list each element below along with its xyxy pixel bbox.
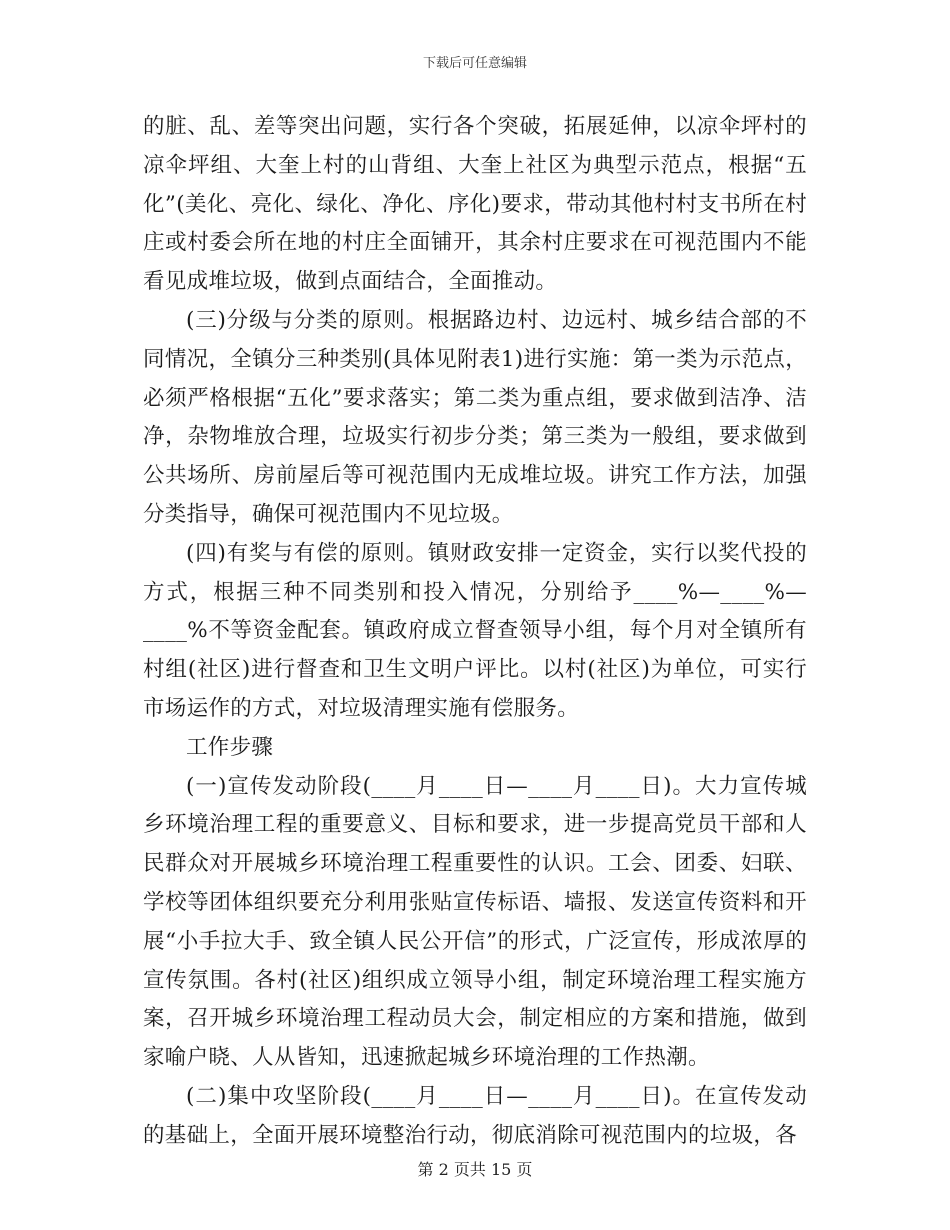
paragraph-principle-4: (四)有奖与有偿的原则。镇财政安排一定资金，实行以奖代投的方式，根据三种不同类别和投入情况，分别给予____%—____%—____%不等资金配套。镇政府成立督查领导小组，每个月对全镇所有村组(社区)进行督查和卫生文明户评比。以村(社区)为单位，可实行市场运作的方式，对垃圾清理实施有偿服务。 [143, 540, 807, 721]
paragraph-principle-3: (三)分级与分类的原则。根据路边村、边远村、城乡结合部的不同情况，全镇分三种类别(具体见附表1)进行实施：第一类为示范点，必须严格根据“五化”要求落实；第二类为重点组，要求做到洁净、洁净，杂物堆放合理，垃圾实行初步分类；第三类为一般组，要求做到公共场所、房前屋后等可视范围内无成堆垃圾。讲究工作方法，加强分类指导，确保可视范围内不见垃圾。 [143, 307, 807, 527]
paragraph-step-1: (一)宣传发动阶段(____月____日—____月____日)。大力宣传城乡环境治理工程的重要意义、目标和要求，进一步提高党员干部和人民群众对开展城乡环境治理工程重要性的认识。工会、团委、妇联、学校等团体组织要充分利用张贴宣传标语、墙报、发送宣传资料和开展“小手拉大手、致全镇人民公开信”的形式，广泛宣传，形成浓厚的宣传氛围。各村(社区)组织成立领导小组，制定环境治理工程实施方案，召开城乡环境治理工程动员大会，制定相应的方案和措施，做到家喻户晓、人从皆知，迅速掀起城乡环境治理的工作热潮。 [143, 773, 807, 1071]
document-body [143, 108, 807, 1156]
paragraph-continuation: 的脏、乱、差等突出问题，实行各个突破，拓展延伸，以凉伞坪村的凉伞坪组、大奎上村的山背组、大奎上社区为典型示范点，根据“五化”(美化、亮化、绿化、净化、序化)要求，带动其他村村支书所在村庄或村委会所在地的村庄全面铺开，其余村庄要求在可视范围内不能看见成堆垃圾，做到点面结合，全面推动。 [143, 114, 807, 295]
page-number-footer: 第 2 页共 15 页 [417, 1160, 533, 1179]
section-heading-work-steps: 工作步骤 [186, 734, 274, 760]
page-header-note: 下载后可任意编辑 [422, 56, 527, 71]
paragraph-step-2: (二)集中攻坚阶段(____月____日—____月____日)。在宣传发动的基础上，全面开展环境整治行动，彻底消除可视范围内的垃圾，各 [143, 1083, 807, 1148]
